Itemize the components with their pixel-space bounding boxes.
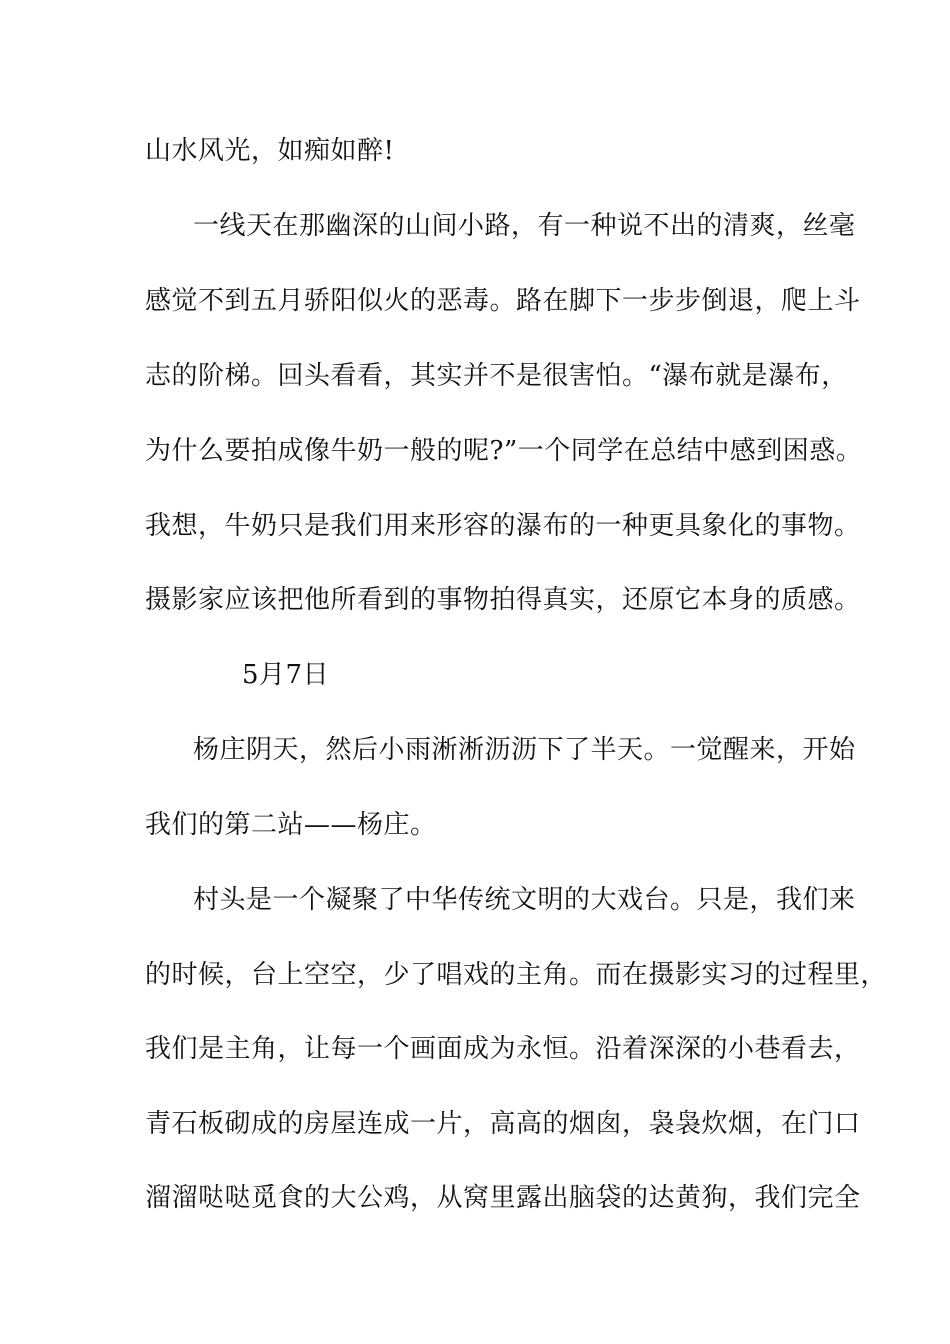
paragraph-line: 杨庄阴天，然后小雨淅淅沥沥下了半天。一觉醒来，开始 [193,735,856,765]
paragraph-line: 我们是主角，让每一个画面成为永恒。沿着深深的小巷看去， [145,1034,861,1064]
paragraph-line: 山水风光，如痴如醉! [145,136,395,166]
paragraph-line: 溜溜哒哒觅食的大公鸡，从窝里露出脑袋的达黄狗，我们完全 [145,1183,861,1213]
paragraph-line: 我们的第二站——杨庄。 [145,810,437,840]
paragraph-line: 为什么要拍成像牛奶一般的呢?”一个同学在总结中感到困惑。 [145,436,863,466]
paragraph-line: 青石板砌成的房屋连成一片，高高的烟囱，袅袅炊烟，在门口 [145,1109,861,1139]
paragraph-line: 的时候，台上空空，少了唱戏的主角。而在摄影实习的过程里， [145,960,888,990]
paragraph-line: 志的阶梯。回头看看，其实并不是很害怕。“瀑布就是瀑布， [145,361,848,391]
paragraph-line: 感觉不到五月骄阳似火的恶毒。路在脚下一步步倒退，爬上斗 [145,286,861,316]
date-heading: 5月7日 [242,660,330,690]
paragraph-line: 我想，牛奶只是我们用来形容的瀑布的一种更具象化的事物。 [145,511,861,541]
paragraph-line: 摄影家应该把他所看到的事物拍得真实，还原它本身的质感。 [145,585,861,615]
paragraph-line: 一线天在那幽深的山间小路，有一种说不出的清爽，丝毫 [193,211,856,241]
paragraph-line: 村头是一个凝聚了中华传统文明的大戏台。只是，我们来 [193,885,856,915]
